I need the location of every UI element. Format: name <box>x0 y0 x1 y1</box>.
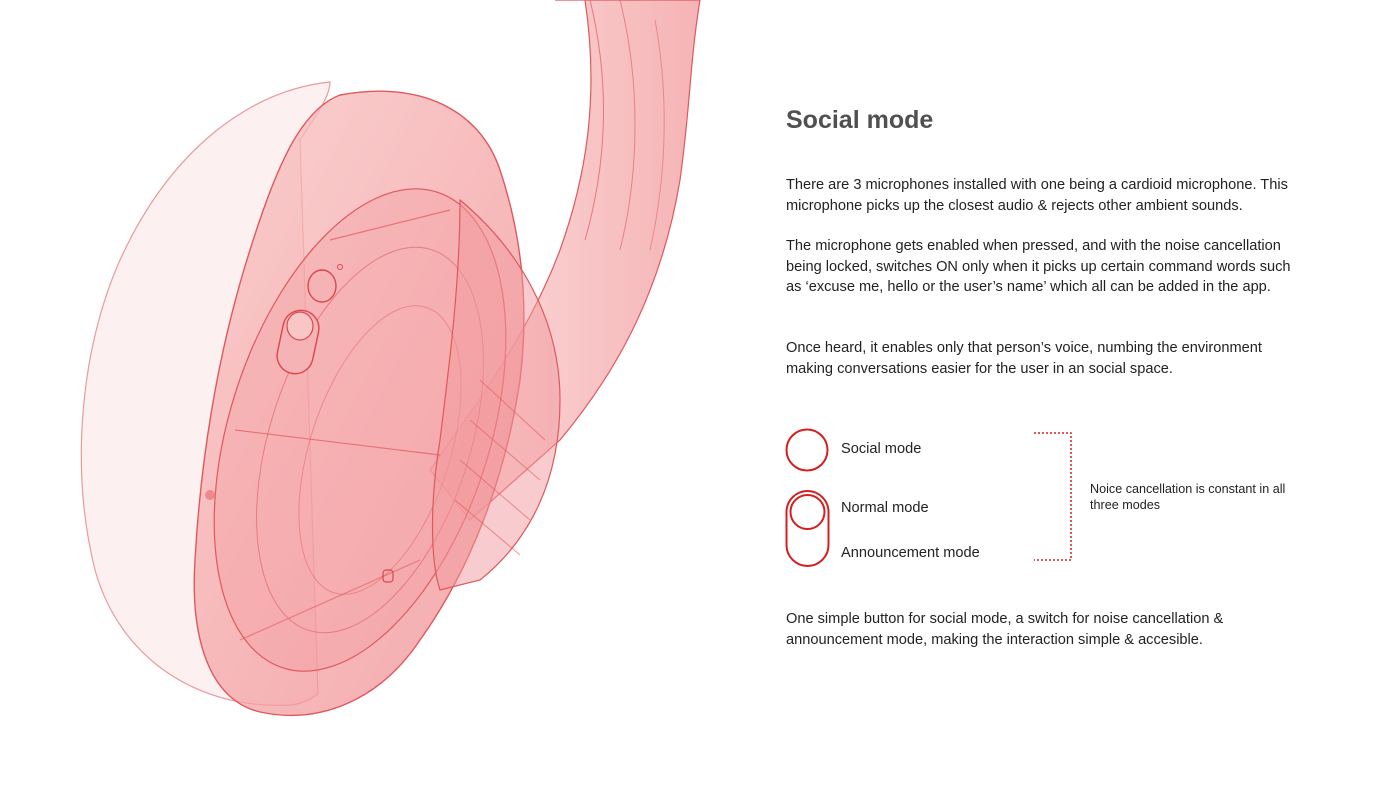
mode-switch-knob <box>791 495 825 529</box>
label-normal-mode: Normal mode <box>841 500 929 516</box>
paragraph-voice: Once heard, it enables only that person’s voice, numbing the environment making conversations easier for the user in an social space. <box>786 340 1262 377</box>
noise-cancellation-note: Noice cancellation is constant in all three modes <box>1090 482 1286 512</box>
modes-bracket <box>1034 433 1071 560</box>
social-mode-button-icon <box>787 430 828 471</box>
paragraph-summary: One simple button for social mode, a switch for noise cancellation & announcement mode, making the interaction simple & accesible. <box>786 611 1224 648</box>
label-announcement-mode: Announcement mode <box>841 545 980 561</box>
label-social-mode: Social mode <box>841 441 922 457</box>
page-title: Social mode <box>786 106 934 134</box>
paragraph-microphones: There are 3 microphones installed with one being a cardioid microphone. This microphone picks up the closest audio & rejects other ambient sounds. <box>786 177 1288 214</box>
social-button-3d <box>308 270 336 302</box>
paragraph-activation: The microphone gets enabled when pressed, and with the noise cancellation being locked, switches ON only when it picks up certain command words such as ‘excuse me, hello or the user’s name’ which all can be added in the app. <box>786 238 1291 295</box>
